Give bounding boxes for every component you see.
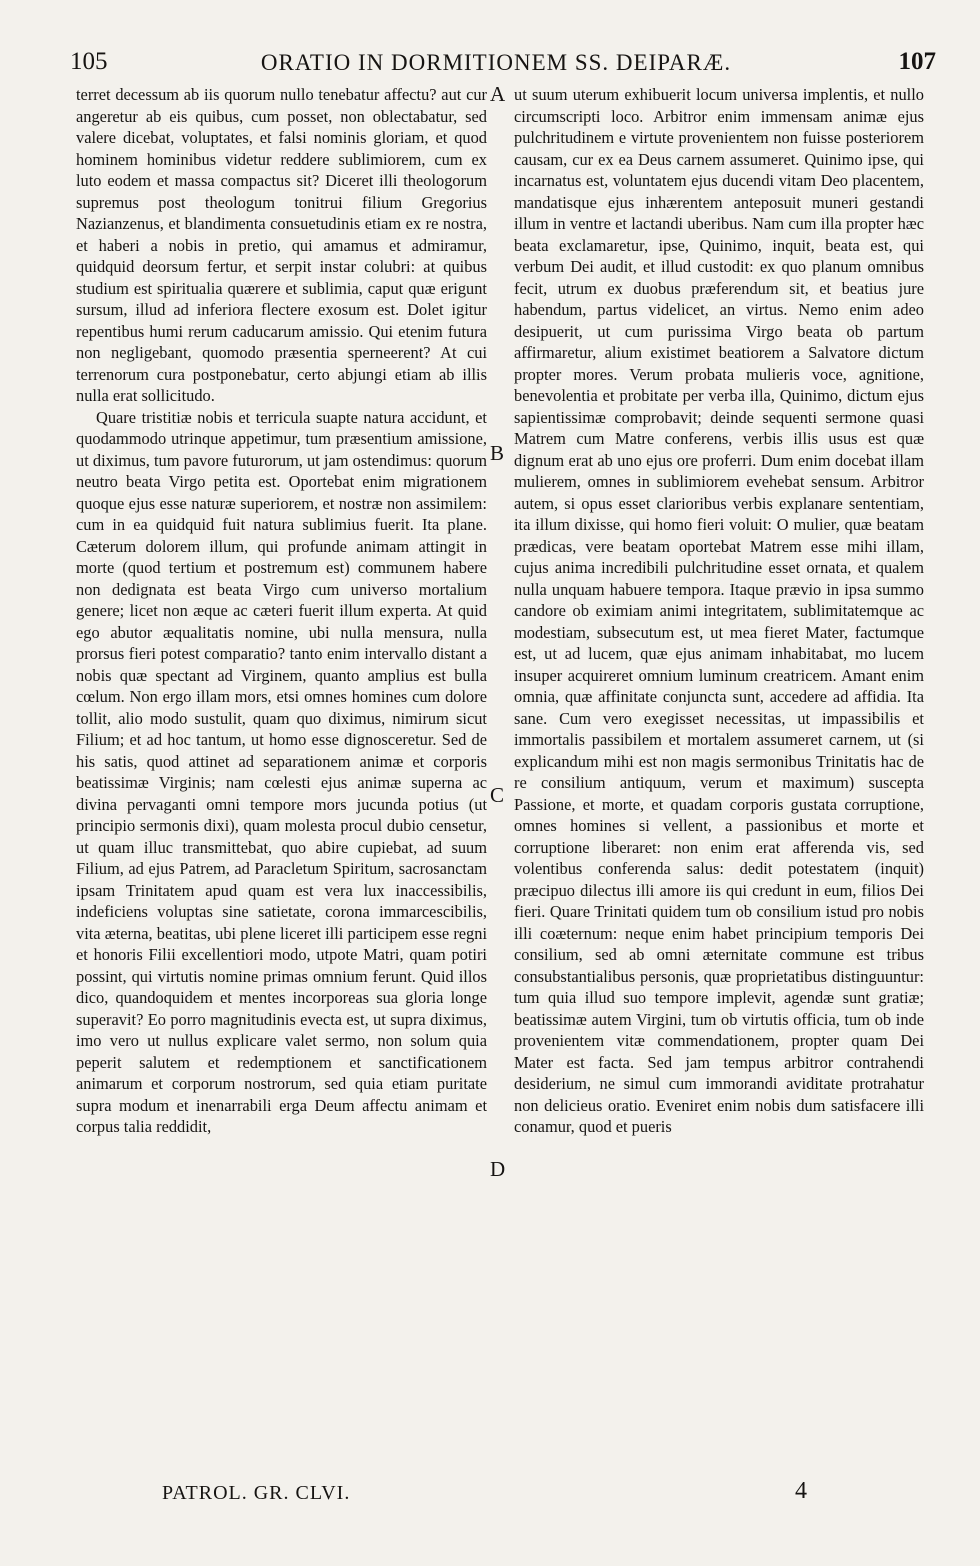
footer-sheet-number: 4: [795, 1478, 807, 1504]
page-number-left: 105: [70, 48, 108, 75]
margin-marker-d: D: [490, 1157, 506, 1181]
footer-signature: PATROL. GR. CLVI.: [162, 1482, 351, 1504]
page-number-right: 107: [898, 48, 936, 75]
left-paragraph-1: terret decessum ab iis quorum nullo tenebatur affectu? aut cur angeretur ab eis quibus, cum posset, non oblectabatur, sed valere dicebat, voluptates, et falsi nominis gloriam, et quod hominem hominibus videtur reddere sublimiorem, cum ex luto eodem et massa compactus sit? Diceret illi theologorum supremus post theologum tonitrui filium Gregorius Nazianzenus, et blandimenta consuetudinis etiam ex re nostra, et haberi a nobis in pretio, qui amamus et admiramur, quidquid deorsum fertur, et serpit instar colubri: at quibus studium est spiritualia quærere et sublimia, caput quæ erigunt sursum, illud ad inferiora flectere exosum est. Dolet igitur repentibus humi rerum caducarum amissio. Qui etenim futura non negligebant, quomodo præsentia sperneerent? At cui terrenorum cura postponebatur, certo abjungi etiam ab illis nulla erat sollicitudo.: [76, 85, 487, 405]
margin-marker-a: A: [490, 82, 506, 106]
right-paragraph-1: ut suum uterum exhibuerit locum universa implentis, et nullo circumscripti loco. Arbitror enim immensam animæ ejus pulchritudinem e virtute provenientem non fuisse posteriorem causam, cur ex ea Deus carnem assumeret. Quinimo ipse, qui incarnatus est, voluntatem ejus ducendi vitam Deo placentem, mandatisque ejus inhærentem anteposuit muneri gestandi illum in ventre et lactandi uberibus. Nam cum illa propter hæc beata exclamaretur, ipse, Quinimo, inquit, beata est, qui verbum Dei audit, et illud custodit: ex quo planum omnibus fecit, utrum ex duobus præferendum sit, et beatius jure habendum, partus videlicet, an virtus. Nemo enim adeo desipuerit, ut cum purissima Virgo beata ob partum affirmaretur, alium existimet beatiorem a Salvatore dictum propter mores. Verum probata mulieris voce, agnitione, benevolentia et probitate per verba illa, Quinimo, dictum ejus sapientissimæ comprobavit; deinde sequenti sermone quasi Matrem cum Matre conferens, verbis illis usus est quæ dignum erat ab uno ejus ore proferri. Dum enim docebat illam mulierem, omnes in sublimiorem evehebat sensum. Arbitror autem, si opus esset clarioribus verbis explanare sententiam, ita illum dixisse, qui homo fieri voluit: O mulier, quæ beatam prædicas, vere beatam oportebat Matrem esse mihi illam, cujus anima incredibili pulchritudine esset ornata, et qualem nulla unquam habuere tempora. Itaque prævio in ipsa summo candore ob eximiam animi integritatem, sublimitatemque ac modestiam, subsecutum est, ut mea fieret Mater, factumque est, ut ad lucem, quæ ejus animam inhabitabat, mo lucem insuper acquireret omnium luminum creatricem. Amant enim omnia, quæ affinitate conjuncta sunt, accedere ad affidia. Ita sane. Cum vero exegisset necessitas, ut impassibilis et immortalis passibilem et mortalem assumeret carnem, ut (si explicandum mihi est non magis sermonibus Trinitatis hac de re consilium antiquum, verum et maximum) suscepta Passione, et morte, et quadam corporis gustata corruptione, omnes homines si vellent, a passionibus et morte et corruptione liberaret: non enim erat afferenda vis, sed volentibus conferenda salus: dedit potestatem (inquit) præcipuo dilectus illi amore iis qui credunt in eum, filios Dei fieri. Quare Trinitati quidem tum ob consilium istud pro nobis illi coæternum: neque enim habet principium temporis Dei consilium, sed ab omni æternitate commune est tribus consubstantialibus personis, quæ proprietatibus distinguuntur: tum quia illud suo tempore implevit, agendæ sunt gratiæ; beatissimæ autem Virgini, tum ob virtutis officia, tum ob inde provenientem vitæ commendationem, propter quam Dei Mater est facta. Sed jam tempus arbitror contrahendi desiderium, ne simul cum immorandi aviditate protrahatur non delicieus oratio. Eveniret enim nobis dum satisfacere illi conamur, quod et pueris: [514, 85, 924, 1136]
right-column: [514, 84, 924, 1138]
page-title: ORATIO IN DORMITIONEM SS. DEIPARÆ.: [260, 50, 732, 75]
left-paragraph-2: Quare tristitiæ nobis et terricula suapte natura accidunt, et quodammodo utrinque appetimur, tum præsentium amissione, ut diximus, tum pavore futurorum, ut jam ostendimus: quorum neutro beata Virgo petita est. Oportebat enim migrationem quoque ejus esse naturæ superiorem, et nostræ non assimilem: cum in ea quidquid fuit natura sublimius fuerit. Ita plane. Cæterum dolorem illum, qui profunde animam attingit in morte (quod tertium et postremum est) communem habere non dedignata est beata Virgo cum universo mortalium genere; licet non æque ac cæteri fuerit illum experta. At quid ego abutor æqualitatis nomine, ubi nulla mensura, nulla prorsus fieri potest comparatio? tanto enim intervallo distant a nobis quæ spectant ad Virginem, quanto amplius est bulla cœlum. Non ergo illam mors, etsi omnes homines cum dolore tollit, alio modo sustulit, quam quo diximus, nimirum sicut Filium; et ad hoc tantum, ut homo esse dignosceretur. Sed de his satis, quod attinet ad separationem animæ et corporis beatissimæ Virginis; nam cœlesti ejus animæ superna ac divina pervaganti omni tempore mors jucunda potius (ut principio sermonis dixi), quam molesta procul dubio censetur, ut quam illuc transmittebat, quo abire cupiebat, ad suum Filium, ad ejus Patrem, ad Paracletum Spiritum, sacrosanctam ipsam Trinitatem apud quam est vera lux inaccessibilis, indeficiens voluptas sine satietate, corona immarcescibilis, vita æterna, beatitas, ubi plene liceret illi participem esse regni et honoris Filii excellentiori modo, utpote Matri, quam potiri possint, qui virtutis nomine primas omnium ferunt. Quid illos dico, quandoquidem et mentes incorporeas sua gloria longe superavit? Eo porro magnitudinis evecta est, ut supra diximus, imo vero ut nullus explicare valet sermo, non solum quia peperit salutem et redemptionem et sanctificationem animarum et corporum nostrorum, sed quia etiam puritate supra modum et inenarrabili erga Deum affectu animam et corpus talia reddidit,: [76, 407, 487, 1136]
left-column: [76, 84, 487, 1138]
running-head: [56, 42, 936, 82]
margin-marker-c: C: [490, 783, 505, 807]
margin-marker-b: B: [490, 441, 505, 465]
